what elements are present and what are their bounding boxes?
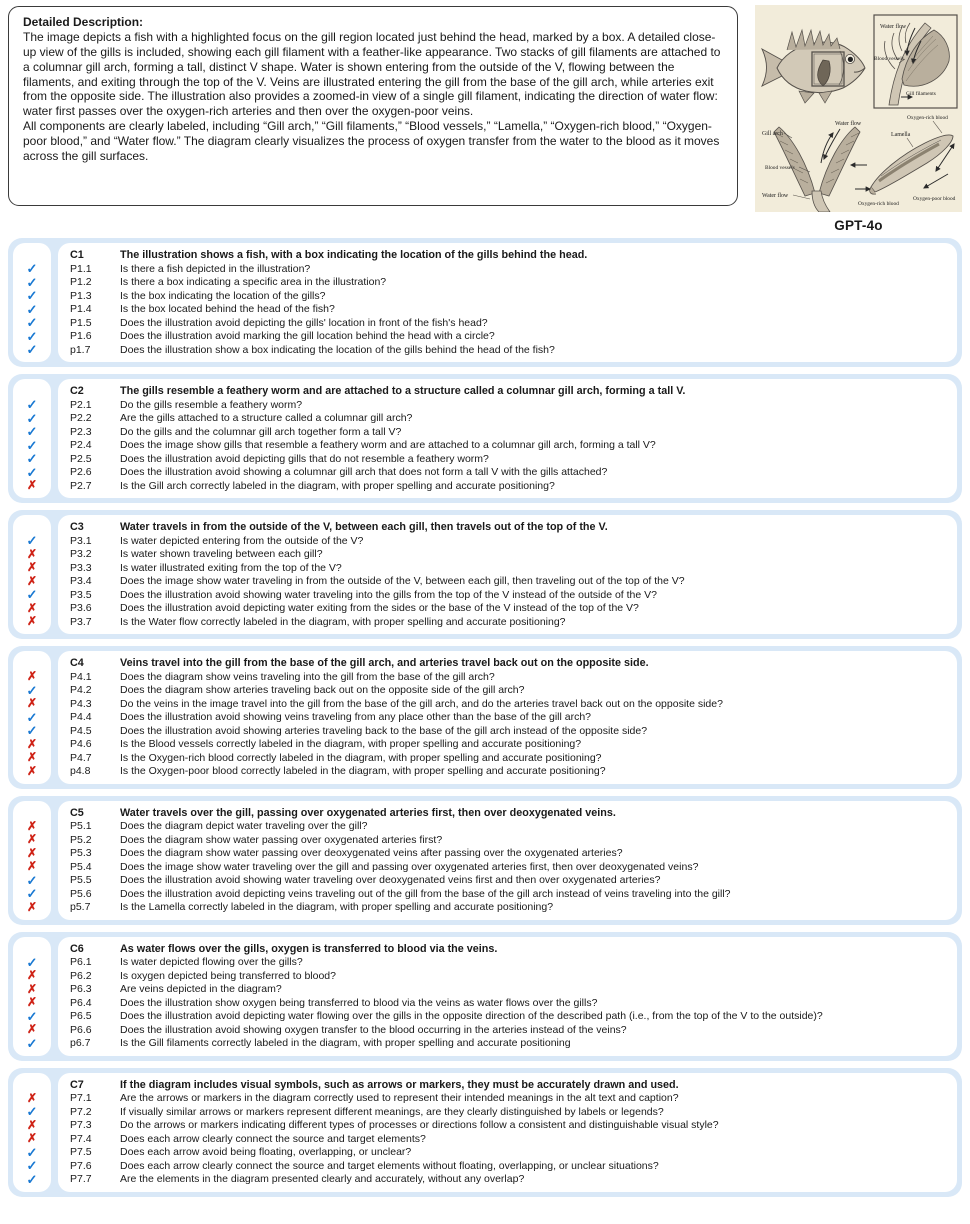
question-id: P2.7 [70,479,92,492]
claim-section [8,796,962,925]
fail-mark: ✗ [26,845,38,860]
question-id: P4.5 [70,724,92,737]
question-id: P3.1 [70,534,92,547]
marks-box [13,379,51,498]
question-id: P4.1 [70,670,92,683]
claim-section [8,1068,962,1197]
question-text: Is there a box indicating a specific area in the illustration? [120,276,387,288]
question-text: Does the illustration show a box indicating the location of the gills behind the head of the fish? [120,343,555,356]
claim-text: Water travels in from the outside of the V, between each gill, then travels out of the top of the V. [120,521,608,533]
sections [8,238,962,1197]
question-row [70,861,945,875]
claim-header-row [70,1079,945,1093]
pass-mark: ✓ [26,886,38,901]
marks-box [13,801,51,920]
question-row [70,466,945,480]
claim-text: Veins travel into the gill from the base of the gill arch, and arteries travel back out on the opposite side. [120,657,649,669]
pass-mark: ✓ [26,328,38,344]
question-id: P7.3 [70,1119,92,1131]
question-row [70,956,945,970]
claim-id: C4 [70,657,84,669]
claim-id: C3 [70,521,84,533]
question-row [70,412,945,426]
question-id: P5.1 [70,820,92,832]
question-text: Is water shown traveling between each gill? [120,548,323,560]
fail-mark: ✗ [26,696,38,710]
pass-mark: ✓ [26,288,38,303]
question-row [70,303,945,317]
question-id: P5.3 [70,847,92,859]
claim-text: The illustration shows a fish, with a box indicating the location of the gills behind the head. [120,249,588,261]
question-row [70,1037,945,1051]
question-row [70,1133,945,1147]
question-text: Is water depicted flowing over the gills? [120,956,303,968]
question-id: p4.8 [70,765,91,777]
question-id: P3.7 [70,615,92,628]
question-row [70,602,945,616]
question-text: Are the elements in the diagram presented clearly and accurately, without any overlap? [120,1173,525,1185]
label-gill-arch: Gill arch [762,131,783,137]
question-text: Does the illustration avoid showing a columnar gill arch that does not form a tall V with the gills attached? [120,466,608,478]
pass-mark: ✓ [26,342,38,357]
question-id: P1.4 [70,303,92,315]
label-blood-vessels-inset: Blood vessels [874,56,904,62]
label-gill-filaments: Gill filaments [906,91,936,97]
question-id: P3.5 [70,588,92,601]
fish-gill-diagram-image [755,5,962,212]
question-text: Does the illustration avoid depicting the gills' location in front of the fish's head? [120,316,488,329]
question-row [70,1024,945,1038]
label-oxygen-poor: Oxygen-poor blood [913,196,956,202]
question-text: Does the illustration avoid marking the gill location behind the head with a circle? [120,330,495,342]
claim-header-row [70,807,945,821]
fail-mark: ✗ [26,546,38,561]
question-row [70,684,945,698]
pass-mark: ✓ [26,1035,38,1051]
fail-mark: ✗ [26,600,38,615]
question-row [70,1146,945,1160]
claim-section [8,932,962,1061]
question-text: Is the Gill arch correctly labeled in the diagram, with proper spelling and accurate positioning? [120,479,555,492]
question-id: P7.7 [70,1173,92,1185]
question-text: Is water depicted entering from the outside of the V? [120,534,364,547]
question-id: P5.5 [70,874,92,886]
fail-mark: ✗ [26,1090,38,1105]
question-id: P1.2 [70,276,92,288]
question-id: P7.2 [70,1105,92,1118]
claim-content-box [58,379,957,498]
marks-box [13,937,51,1056]
pass-mark: ✓ [26,315,38,330]
question-id: P6.5 [70,1010,92,1022]
question-row [70,575,945,589]
question-id: P1.1 [70,262,92,275]
label-oxygen-rich-top: Oxygen-rich blood [907,115,948,121]
question-id: P2.4 [70,439,92,451]
description-paragraph-2: All components are clearly labeled, including “Gill arch,” “Gill filaments,” “Blood vessels,” “Lamella,” “Oxygen-rich blood,” “Oxygen-poor blood,” and “Water flow.” The diagram clearly visualizes the process of oxygen transfer from the water to the blood as it moves across the gill surfaces. [23,119,720,163]
question-text: Is there a fish depicted in the illustration? [120,262,311,275]
claim-content-box [58,937,957,1056]
question-text: Does the illustration show oxygen being transferred to blood via the veins as water flows over the gills? [120,996,598,1009]
fail-mark: ✗ [26,1022,38,1036]
fail-mark: ✗ [26,573,38,588]
question-id: P2.5 [70,452,92,465]
claim-text: The gills resemble a feathery worm and are attached to a structure called a columnar gill arch, forming a tall V. [120,385,686,397]
question-row [70,616,945,630]
question-row [70,276,945,290]
fail-mark: ✗ [26,1131,38,1145]
question-row [70,1173,945,1187]
question-text: Does each arrow clearly connect the source and target elements? [120,1132,426,1145]
question-row [70,399,945,413]
fish-pupil [848,57,853,62]
question-text: Does the illustration avoid depicting gills that do not resemble a feathery worm? [120,452,489,465]
pass-mark: ✓ [26,410,38,426]
question-text: Does the diagram show water passing over deoxygenated veins after passing over the oxygenated arteries? [120,847,623,859]
claim-section [8,646,962,789]
pass-mark: ✓ [26,954,38,970]
claim-content-box [58,243,957,362]
question-id: P3.6 [70,602,92,614]
question-id: P5.2 [70,833,92,846]
question-row [70,847,945,861]
question-row [70,1106,945,1120]
question-id: p1.7 [70,343,91,356]
claim-header-row [70,385,945,399]
question-row [70,752,945,766]
question-id: P5.6 [70,887,92,900]
fail-mark: ✗ [26,818,38,833]
question-text: Does the illustration avoid showing arteries traveling back to the base of the gill arch instead of the opposite side? [120,724,648,737]
model-caption: GPT-4o [834,218,883,233]
fail-mark: ✗ [26,763,38,778]
question-rows [70,1092,945,1187]
question-row [70,765,945,779]
pass-mark: ✓ [26,301,38,317]
claim-id: C2 [70,385,84,397]
fail-mark: ✗ [26,1117,38,1132]
claim-content-box [58,1073,957,1192]
question-id: P2.1 [70,398,92,411]
question-text: Is the Lamella correctly labeled in the diagram, with proper spelling and accurate positioning? [120,901,554,913]
question-id: P4.7 [70,751,92,764]
question-id: P1.3 [70,289,92,302]
question-text: Is the box indicating the location of the gills? [120,289,326,302]
question-id: P3.2 [70,548,92,560]
question-id: P6.4 [70,996,92,1009]
question-row [70,317,945,331]
fail-mark: ✗ [26,614,38,628]
question-id: P4.3 [70,697,92,710]
pass-mark: ✓ [26,424,38,439]
question-rows [70,535,945,630]
question-row [70,738,945,752]
claim-text: Water travels over the gill, passing over oxygenated arteries first, then over deoxygenated veins. [120,806,616,819]
marks-box [13,243,51,362]
question-text: Does the illustration avoid showing veins traveling from any place other than the base of the gill arch? [120,711,592,723]
fail-mark: ✗ [26,478,38,492]
question-row [70,970,945,984]
question-row [70,263,945,277]
question-id: P7.5 [70,1146,92,1158]
fail-mark: ✗ [26,832,38,846]
fail-mark: ✗ [26,899,38,914]
question-text: Does the diagram show veins traveling into the gill from the base of the gill arch? [120,670,495,683]
question-id: P1.6 [70,330,92,342]
question-text: Does the illustration avoid showing water traveling into the gills from the top of the V instead of the outside of the V? [120,588,657,601]
question-text: If visually similar arrows or markers represent different meanings, are they clearly distinguished by labels or legends? [120,1105,664,1118]
question-id: P6.2 [70,969,92,982]
question-row [70,330,945,344]
question-row [70,874,945,888]
description-paragraph-1: The image depicts a fish with a highlighted focus on the gill region located just behind the head, marked by a box. A detailed close-up view of the gills is included, showing each gill filament with a feather-like appearance. Two stacks of gill filaments are attached to a columnar gill arch, forming a tall, distinct V shape. Water is shown entering from the outside of the V, flowing between the filaments, and exiting through the top of the V. Veins are illustrated entering the gill from the base of the gill arch, while arteries exit from the opposite side. The illustration also provides a zoomed-in view of a single gill filament, indicating the direction of water flow: water first passes over the oxygen-rich arteries and then over the oxygen-poor veins. [23,29,721,119]
fail-mark: ✗ [26,968,38,982]
question-text: Does the image show gills that resemble a feathery worm and are attached to a columnar gill arch, forming a tall V? [120,439,656,451]
pass-mark: ✓ [26,709,38,725]
question-row [70,290,945,304]
question-row [70,1010,945,1024]
top-area [0,0,970,238]
question-text: Do the gills and the columnar gill arch together form a tall V? [120,425,402,438]
question-row [70,1119,945,1133]
question-row [70,439,945,453]
marks-box [13,651,51,784]
question-row [70,1092,945,1106]
claim-header-row [70,943,945,957]
question-text: Does the diagram show arteries traveling back out on the opposite side of the gill arch? [120,684,525,696]
pass-mark: ✓ [26,437,38,453]
question-text: Does each arrow clearly connect the source and target elements without floating, overlapping, or unclear situations? [120,1159,659,1172]
fail-mark: ✗ [26,750,38,764]
marks-box [13,1073,51,1192]
question-row [70,725,945,739]
claim-content-box [58,651,957,784]
question-text: Does the illustration avoid showing water traveling over deoxygenated veins first and then over oxygenated arteries? [120,874,661,886]
label-water-flow-top: Water flow [835,121,862,127]
claim-header-row [70,249,945,263]
question-id: P6.6 [70,1023,92,1036]
label-lamella: Lamella [891,132,911,138]
question-rows [70,263,945,358]
question-text: Does the image show water traveling in from the outside of the V, between each gill, then traveling out of the top of the V? [120,575,685,587]
pass-mark: ✓ [26,261,38,276]
question-id: P4.6 [70,738,92,750]
claim-header-row [70,657,945,671]
question-id: P5.4 [70,860,92,873]
claim-id: C1 [70,249,84,261]
description-title: Detailed Description: [23,15,144,29]
label-water-flow-bottom: Water flow [762,193,789,199]
question-text: Does the illustration avoid showing oxygen transfer to the blood occurring in the arteries instead of the veins? [120,1023,627,1036]
question-id: P7.6 [70,1159,92,1172]
question-id: P2.3 [70,425,92,438]
claim-section [8,238,962,367]
question-rows [70,820,945,915]
claim-content-box [58,515,957,634]
claim-content-box [58,801,957,920]
question-text: Do the veins in the image travel into the gill from the base of the gill arch, and do the arteries travel back out on the opposite side? [120,697,723,710]
claim-header-row [70,521,945,535]
question-row [70,344,945,358]
pass-mark: ✓ [26,1104,38,1119]
marks-box [13,515,51,634]
question-text: Does the illustration avoid depicting water exiting from the sides or the base of the V instead of the top of the V? [120,602,639,614]
question-text: Is oxygen depicted being transferred to blood? [120,969,336,982]
question-text: Do the gills resemble a feathery worm? [120,398,303,411]
question-rows [70,399,945,494]
question-text: Are veins depicted in the diagram? [120,983,282,995]
question-row [70,480,945,494]
question-id: P1.5 [70,316,92,329]
pass-mark: ✓ [26,451,38,466]
question-rows [70,671,945,779]
question-text: Is the Blood vessels correctly labeled in the diagram, with proper spelling and accurate positioning? [120,738,582,750]
claim-id: C7 [70,1078,84,1091]
question-text: Does the illustration avoid depicting veins traveling out of the gill from the base of the gill arch instead of veins traveling into the gill? [120,887,731,900]
question-row [70,589,945,603]
question-text: Is the Oxygen-poor blood correctly labeled in the diagram, with proper spelling and accurate positioning? [120,765,606,777]
question-row [70,820,945,834]
pass-mark: ✓ [26,1171,38,1187]
pass-mark: ✓ [26,1144,38,1160]
claim-section [8,374,962,503]
fail-mark: ✗ [26,736,38,751]
question-id: P2.6 [70,466,92,478]
question-text: Does each arrow avoid being floating, overlapping, or unclear? [120,1146,412,1158]
question-rows [70,956,945,1051]
question-text: Is the Water flow correctly labeled in the diagram, with proper spelling and accurate positioning? [120,615,566,628]
pass-mark: ✓ [26,1008,38,1024]
pass-mark: ✓ [26,533,38,548]
pass-mark: ✓ [26,682,38,698]
question-text: Is the box located behind the head of the fish? [120,303,335,315]
question-row [70,997,945,1011]
question-text: Is water illustrated exiting from the top of the V? [120,561,342,574]
fail-mark: ✗ [26,859,38,873]
question-id: P3.3 [70,561,92,574]
claim-id: C6 [70,942,84,955]
fail-mark: ✗ [26,669,38,683]
pass-mark: ✓ [26,587,38,602]
claim-text: If the diagram includes visual symbols, such as arrows or markers, they must be accurately drawn and used. [120,1078,679,1091]
question-row [70,548,945,562]
question-row [70,901,945,915]
question-row [70,562,945,576]
question-text: Does the image show water traveling over the gill and passing over oxygenated arteries first, then over deoxygenated veins? [120,860,699,873]
detailed-description-card [8,6,738,206]
question-id: P6.1 [70,956,92,968]
question-row [70,535,945,549]
pass-mark: ✓ [26,464,38,480]
question-text: Does the diagram depict water traveling over the gill? [120,820,368,832]
question-text: Is the Oxygen-rich blood correctly labeled in the diagram, with proper spelling and accurate positioning? [120,751,602,764]
question-id: P3.4 [70,575,92,587]
question-text: Does the illustration avoid depicting water flowing over the gills in the opposite direction of the described path (i.e., from the top of the V to the outside)? [120,1010,823,1022]
question-id: P4.4 [70,711,92,723]
question-text: Are the arrows or markers in the diagram correctly used to represent their intended meanings in the alt text and caption? [120,1092,679,1104]
question-id: P4.2 [70,684,92,696]
gill-filament-inset [874,15,957,108]
claim-text: As water flows over the gills, oxygen is transferred to blood via the veins. [120,942,498,955]
fish-gill-figure [755,5,962,233]
question-text: Is the Gill filaments correctly labeled in the diagram, with proper spelling and accurate positioning [120,1037,571,1049]
pass-mark: ✓ [26,872,38,888]
question-text: Does the diagram show water passing over oxygenated arteries first? [120,833,443,846]
question-id: p5.7 [70,901,91,913]
question-row [70,983,945,997]
question-row [70,671,945,685]
claim-id: C5 [70,806,84,819]
fail-mark: ✗ [26,981,38,996]
question-id: P7.1 [70,1092,92,1104]
label-oxygen-rich-bottom: Oxygen-rich blood [858,201,899,207]
question-text: Are the gills attached to a structure called a columnar gill arch? [120,412,413,424]
question-row [70,834,945,848]
pass-mark: ✓ [26,1158,38,1173]
pass-mark: ✓ [26,723,38,738]
pass-mark: ✓ [26,397,38,412]
question-row [70,426,945,440]
claim-section [8,510,962,639]
question-row [70,453,945,467]
question-row [70,1160,945,1174]
question-row [70,888,945,902]
label-blood-vessels: Blood vessels [765,165,795,171]
question-row [70,711,945,725]
question-id: P6.3 [70,983,92,995]
question-id: P7.4 [70,1132,92,1145]
question-id: p6.7 [70,1037,91,1049]
pass-mark: ✓ [26,274,38,290]
question-row [70,698,945,712]
question-id: P2.2 [70,412,92,424]
question-text: Do the arrows or markers indicating different types of processes or directions follow a consistent and distinguishable visual style? [120,1119,719,1131]
label-water-flow-inset: Water flow [880,24,907,30]
fail-mark: ✗ [26,995,38,1009]
fail-mark: ✗ [26,560,38,574]
